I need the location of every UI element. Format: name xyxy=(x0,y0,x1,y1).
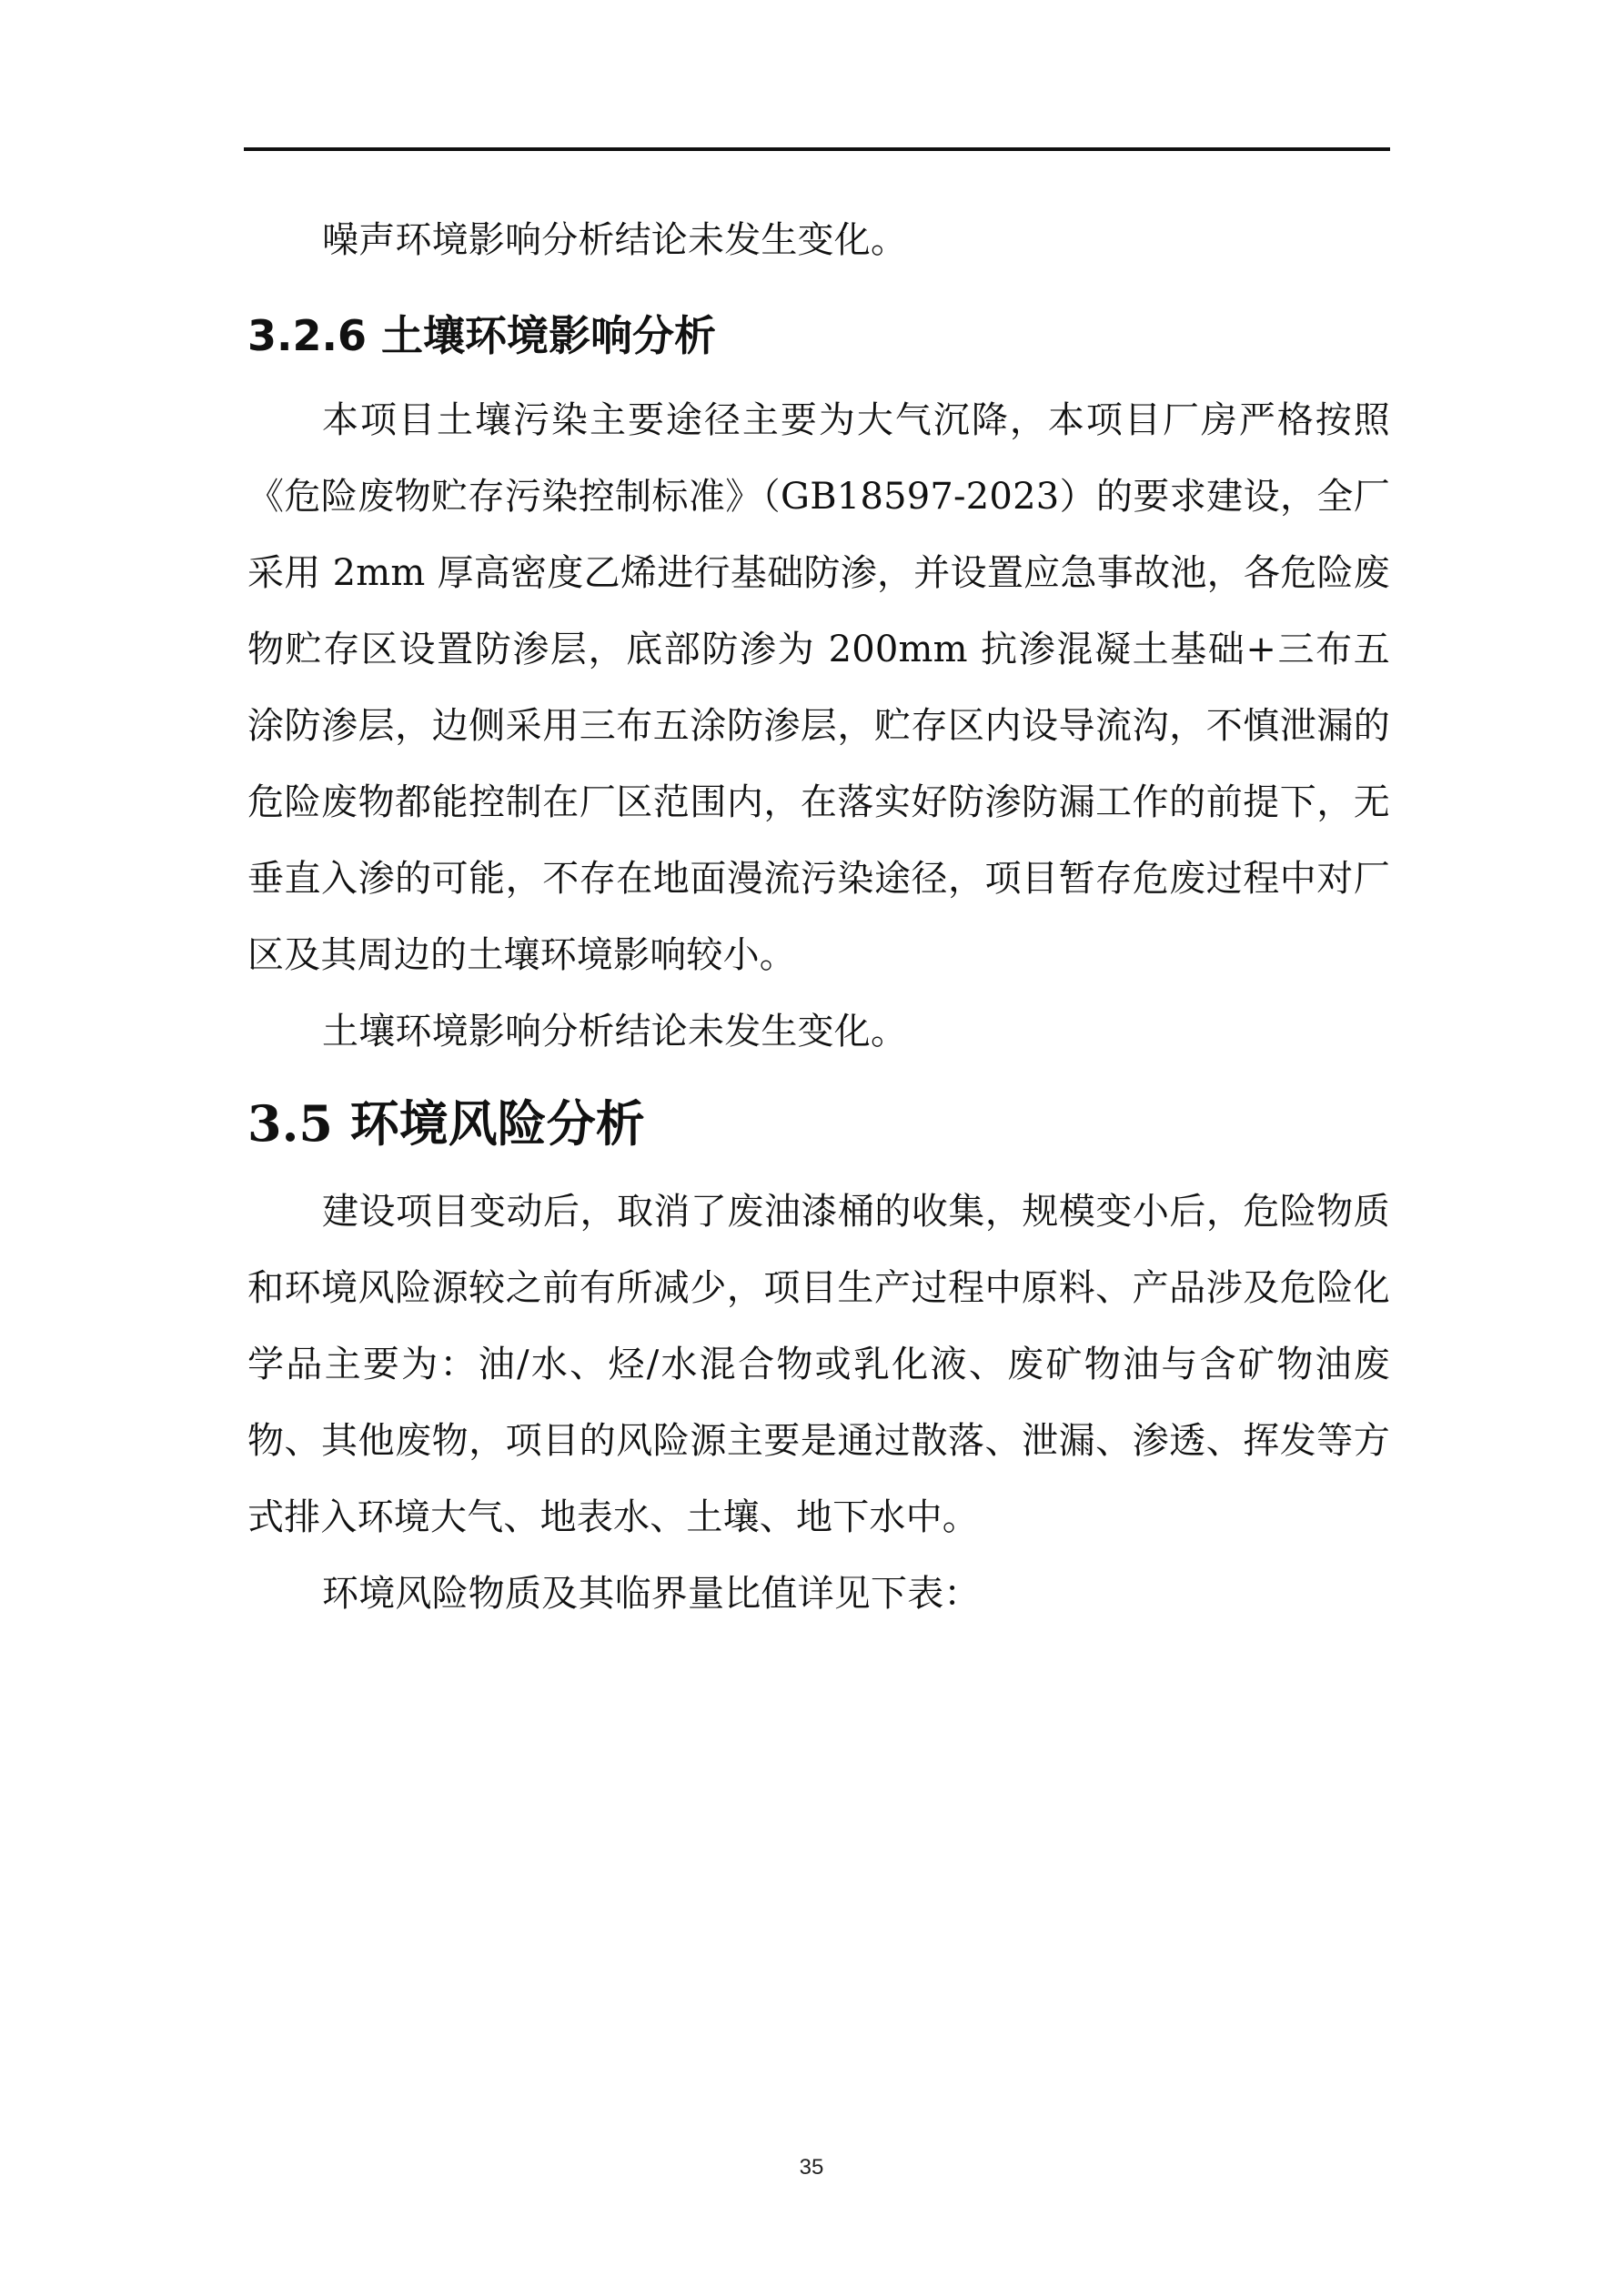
page-content xyxy=(247,202,1390,1632)
section-35-heading: 3.5 环境风险分析 xyxy=(247,1094,645,1153)
noise-conclusion-paragraph: 噪声环境影响分析结论未发生变化。 xyxy=(322,219,908,261)
soil-conclusion-paragraph: 土壤环境影响分析结论未发生变化。 xyxy=(322,1011,908,1052)
risk-table-intro-paragraph: 环境风险物质及其临界量比值详见下表： xyxy=(322,1573,981,1615)
soil-impact-paragraph: 本项目土壤污染主要途径主要为大气沉降，本项目厂房严格按照《危险废物贮存污染控制标准》（GB18597-2023）的要求建设，全厂采用 2mm 厚高密度乙烯进行基础防渗，并设置应急事故池，各危险废物贮存区设置防渗层，底部防渗为 200mm 抗渗混凝土基础+三布五涂防渗层，边侧采用三布五涂防渗层，贮存区内设导流沟，不慎泄漏的危险废物都能控制在厂区范围内，在落实好防渗防漏工作的前提下，无垂直入渗的可能，不存在地面漫流污染途径，项目暂存危废过程中对厂区及其周边的土壤环境影响较小。 xyxy=(247,399,1390,976)
section-326-heading: 3.2.6 土壤环境影响分析 xyxy=(247,311,716,360)
page-number: 35 xyxy=(799,2155,824,2180)
header-rule xyxy=(244,147,1390,151)
risk-analysis-paragraph: 建设项目变动后，取消了废油漆桶的收集，规模变小后，危险物质和环境风险源较之前有所减少，项目生产过程中原料、产品涉及危险化学品主要为：油/水、烃/水混合物或乳化液、废矿物油与含矿物油废物、其他废物，项目的风险源主要是通过散落、泄漏、渗透、挥发等方式排入环境大气、地表水、土壤、地下水中。 xyxy=(247,1191,1390,1538)
